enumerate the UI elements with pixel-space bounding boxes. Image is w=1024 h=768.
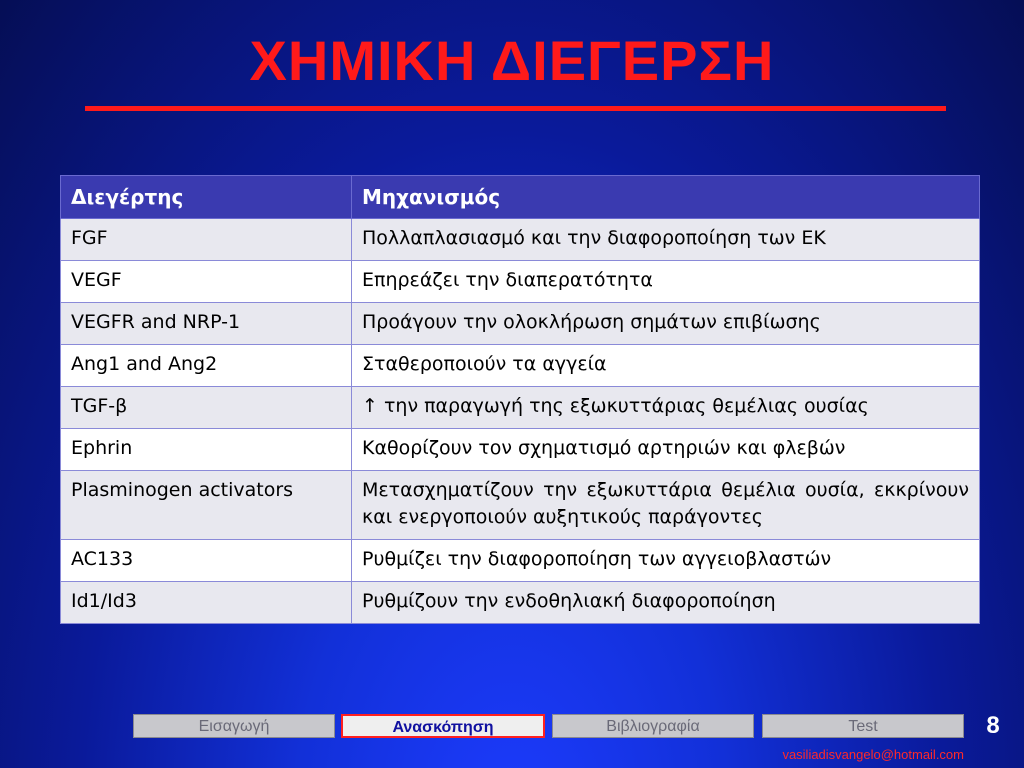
stimulus-cell: AC133 [61,540,352,582]
mechanism-cell: Ρυθμίζουν την ενδοθηλιακή διαφοροποίηση [352,582,980,624]
mechanism-cell: Μετασχηματίζουν την εξωκυττάρια θεμέλια ουσία, εκκρίνουν και ενεργοποιούν αυξητικούς παράγοντες [352,471,980,540]
mechanism-cell: Σταθεροποιούν τα αγγεία [352,345,980,387]
header-stimulus: Διεγέρτης [61,176,352,219]
stimulus-cell: Plasminogen activators [61,471,352,540]
page-number: 8 [986,712,1000,739]
table-header-row [61,176,980,219]
title-underline [85,106,946,111]
mechanism-cell: Καθορίζουν τον σχηματισμό αρτηριών και φλεβών [352,429,980,471]
stimulus-cell: Ang1 and Ang2 [61,345,352,387]
table-row [61,261,980,303]
stimulus-cell: VEGFR and NRP-1 [61,303,352,345]
stimulus-cell: TGF-β [61,387,352,429]
author-email[interactable]: vasiliadisvangelo@hotmail.com [782,747,964,762]
stimulus-mechanism-table [60,175,980,624]
mechanism-cell: Πολλαπλασιασμό και την διαφοροποίηση των ΕΚ [352,219,980,261]
nav-test-button[interactable]: Test [762,714,964,738]
stimulus-cell: FGF [61,219,352,261]
mechanism-cell: Ρυθμίζει την διαφοροποίηση των αγγειοβλαστών [352,540,980,582]
table-row [61,582,980,624]
header-mechanism: Μηχανισμός [352,176,980,219]
nav-intro-button[interactable]: Εισαγωγή [133,714,335,738]
mechanism-cell: Επηρεάζει την διαπερατότητα [352,261,980,303]
nav-bibliography-button[interactable]: Βιβλιογραφία [552,714,754,738]
stimulus-cell: Ephrin [61,429,352,471]
nav-review-button[interactable]: Ανασκόπηση [341,714,545,738]
table-row [61,540,980,582]
table-row [61,345,980,387]
table-row [61,303,980,345]
table-row [61,471,980,540]
stimulus-cell: VEGF [61,261,352,303]
table-row [61,429,980,471]
mechanism-cell: Προάγουν την ολοκλήρωση σημάτων επιβίωσης [352,303,980,345]
mechanism-cell: ↑ την παραγωγή της εξωκυττάριας θεμέλιας ουσίας [352,387,980,429]
table-row [61,219,980,261]
table-row [61,387,980,429]
page-title: ΧΗΜΙΚΗ ΔΙΕΓΕΡΣΗ [249,29,775,92]
stimulus-cell: Id1/Id3 [61,582,352,624]
